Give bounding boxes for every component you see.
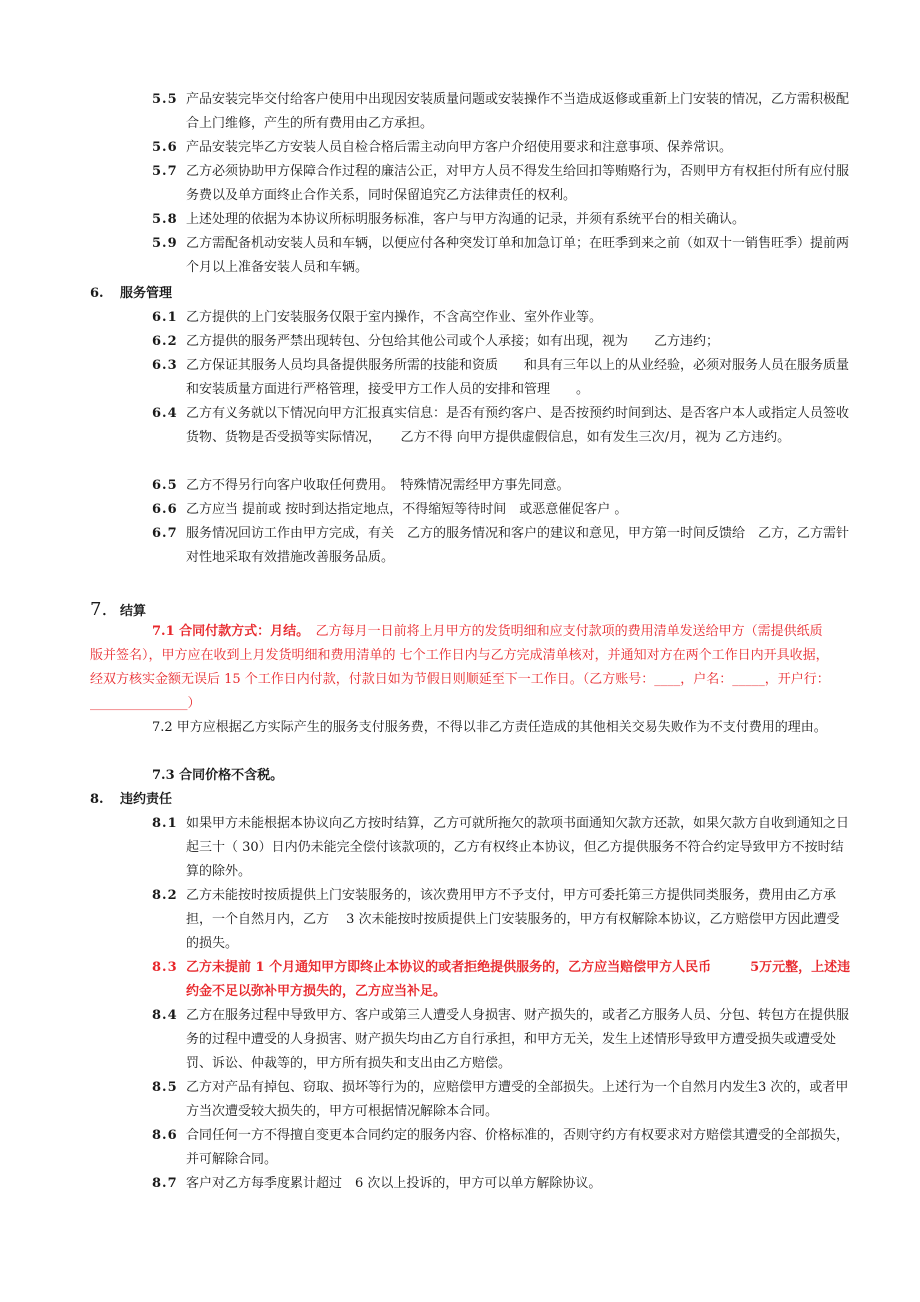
clause-number: 8.5 [152, 1080, 178, 1095]
clause-text: 产品安装完毕乙方安装人员自检合格后需主动向甲方客户介绍使用要求和注意事项、保养常识。 [186, 140, 733, 155]
clause-5-8 [152, 208, 852, 232]
clause-7-2-text: 7.2 甲方应根据乙方实际产生的服务支付服务费，不得以非乙方责任造成的其他相关交易失败作为不支付费用的理由。 [152, 720, 827, 735]
section-number: 7. [90, 599, 108, 620]
clause-text: 乙方提供的上门安装服务仅限于室内操作，不含高空作业、室外作业等。 [186, 310, 603, 325]
clause-8-3 [152, 956, 852, 1004]
clause-7-3 [152, 764, 842, 788]
clause-text: 服务情况回访工作由甲方完成，有关 乙方的服务情况和客户的建议和意见，甲方第一时间反馈给 乙方，乙方需针对性地采取有效措施改善服务品质。 [186, 526, 850, 565]
section-title: 服务管理 [120, 286, 173, 301]
clause-6-2 [152, 330, 852, 354]
clause-text: 乙方对产品有掉包、窃取、损坏等行为的，应赔偿甲方遭受的全部损失。上述行为一个自然月内发生3 次的，或者甲方当次遭受较大损失的，甲方可根据情况解除本合同。 [186, 1080, 849, 1119]
clause-text: 乙方在服务过程中导致甲方、客户或第三人遭受人身损害、财产损失的，或者乙方服务人员、分包、转包方在提供服务的过程中遭受的人身损害、财产损失均由乙方自行承担，和甲方无关，发生上述情形导致甲方遭受损失或遭受处罚、诉讼、仲裁等的，甲方所有损失和支出由乙方赔偿。 [186, 1008, 850, 1071]
clause-number: 8.3 [152, 960, 178, 975]
clause-number: 6.4 [152, 406, 178, 421]
clause-text: 乙方应当 提前或 按时到达指定地点，不得缩短等待时间 或恶意催促客户 。 [186, 502, 628, 517]
clause-number: 6.7 [152, 526, 178, 541]
clause-8-1 [152, 812, 852, 884]
clause-7-3-text: 7.3 合同价格不含税。 [152, 768, 284, 783]
clause-7-2 [152, 716, 842, 740]
clause-text: 乙方未能按时按质提供上门安装服务的，该次费用甲方不予支付，甲方可委托第三方提供同类服务，费用由乙方承担，一个自然月内，乙方 3 次未能按时按质提供上门安装服务的，甲方有权解除本协议，乙方赔偿甲方因此遭受的损失。 [186, 888, 840, 951]
section-number: 6. [90, 286, 104, 301]
clause-6-1 [152, 306, 852, 330]
clause-6-3 [152, 354, 852, 402]
clause-8-6 [152, 1124, 852, 1172]
clause-text: 产品安装完毕交付给客户使用中出现因安装质量问题或安装操作不当造成返修或重新上门安装的情况，乙方需积极配合上门维修，产生的所有费用由乙方承担。 [186, 92, 850, 131]
clause-text: 上述处理的依据为本协议所标明服务标准，客户与甲方沟通的记录，并须有系统平台的相关确认。 [186, 212, 746, 227]
clause-8-5 [152, 1076, 852, 1124]
clause-8-4 [152, 1004, 852, 1076]
clause-number: 5.9 [152, 236, 178, 251]
clause-5-6 [152, 136, 852, 160]
section-number: 8. [90, 792, 104, 807]
clause-number: 8.2 [152, 888, 178, 903]
section-8-heading [90, 788, 172, 812]
clause-text: 客户对乙方每季度累计超过 6 次以上投诉的，甲方可以单方解除协议。 [186, 1176, 602, 1191]
section-title: 结算 [120, 604, 147, 619]
clause-number: 8.4 [152, 1008, 178, 1023]
clause-number: 5.8 [152, 212, 178, 227]
clause-text: 如果甲方未能根据本协议向乙方按时结算，乙方可就所拖欠的款项书面通知欠款方还款，如果欠款方自收到通知之日起三十（ 30）日内仍未能完全偿付该款项的，乙方有权终止本协议，但乙方提供服务不符合约定导致甲方不按时结算的除外。 [186, 816, 850, 879]
clause-text: 乙方不得另行向客户收取任何费用。 特殊情况需经甲方事先同意。 [186, 478, 570, 493]
clause-number: 6.6 [152, 502, 178, 517]
clause-6-5 [152, 474, 852, 498]
clause-number: 5.5 [152, 92, 178, 107]
clause-number: 6.5 [152, 478, 178, 493]
clause-text: 乙方需配备机动安装人员和车辆，以便应付各种突发订单和加急订单；在旺季到来之前（如双十一销售旺季）提前两个月以上准备安装人员和车辆。 [186, 236, 850, 275]
clause-5-5 [152, 88, 852, 136]
clause-6-7 [152, 522, 852, 570]
clause-text: 合同任何一方不得擅自变更本合同约定的服务内容、价格标准的，否则守约方有权要求对方赔偿其遭受的全部损失，并可解除合同。 [186, 1128, 850, 1167]
clause-7-1-text: 乙方每月一日前将上月甲方的发货明细和应支付款项的费用清单发送给甲方（需提供纸质版并签名），甲方应在收到上月发货明细和费用清单的 七个工作日内与乙方完成清单核对，并通知对方在两个工作日内开具收据，经双方核实金额无误后 15 个工作日内付款，付款日如为节假日则顺延至下一工作日。（乙方账号：____，户名：_____，开户行：_______________） [90, 624, 830, 711]
clause-number: 8.7 [152, 1176, 178, 1191]
clause-number: 6.1 [152, 310, 178, 325]
clause-7-1-lead: 7.1 合同付款方式：月结。 [152, 624, 303, 639]
clause-8-7 [152, 1172, 852, 1196]
clause-text: 乙方提供的服务严禁出现转包、分包给其他公司或个人承接；如有出现，视为 乙方违约； [186, 334, 720, 349]
clause-number: 5.7 [152, 164, 178, 179]
clause-5-9 [152, 232, 852, 280]
clause-number: 5.6 [152, 140, 178, 155]
clause-5-7 [152, 160, 852, 208]
clause-text: 乙方保证其服务人员均具备提供服务所需的技能和资质 和具有三年以上的从业经验，必须对服务人员在服务质量和安装质量方面进行严格管理，接受甲方工作人员的安排和管理 。 [186, 358, 850, 397]
clause-number: 6.3 [152, 358, 178, 373]
clause-6-4 [152, 402, 852, 450]
clause-number: 8.6 [152, 1128, 178, 1143]
section-6-heading [90, 282, 172, 306]
clause-text: 乙方有义务就以下情况向甲方汇报真实信息：是否有预约客户、是否按预约时间到达、是否客户本人或指定人员签收货物、货物是否受损等实际情况， 乙方不得 向甲方提供虚假信息，如有发生三次/月，视为 乙方违约。 [186, 406, 850, 445]
clause-7-1 [90, 620, 832, 716]
clause-6-6 [152, 498, 852, 522]
section-title: 违约责任 [120, 792, 173, 807]
clause-8-2 [152, 884, 852, 956]
clause-text: 乙方未提前 1 个月通知甲方即终止本协议的或者拒绝提供服务的，乙方应当赔偿甲方人民币 5万元整，上述违约金不足以弥补甲方损失的，乙方应当补足。 [186, 960, 851, 999]
clause-number: 8.1 [152, 816, 178, 831]
clause-text: 乙方必须协助甲方保障合作过程的廉洁公正，对甲方人员不得发生给回扣等贿赂行为，否则甲方有权拒付所有应付服务费以及单方面终止合作关系，同时保留追究乙方法律责任的权利。 [186, 164, 850, 203]
clause-number: 6.2 [152, 334, 178, 349]
